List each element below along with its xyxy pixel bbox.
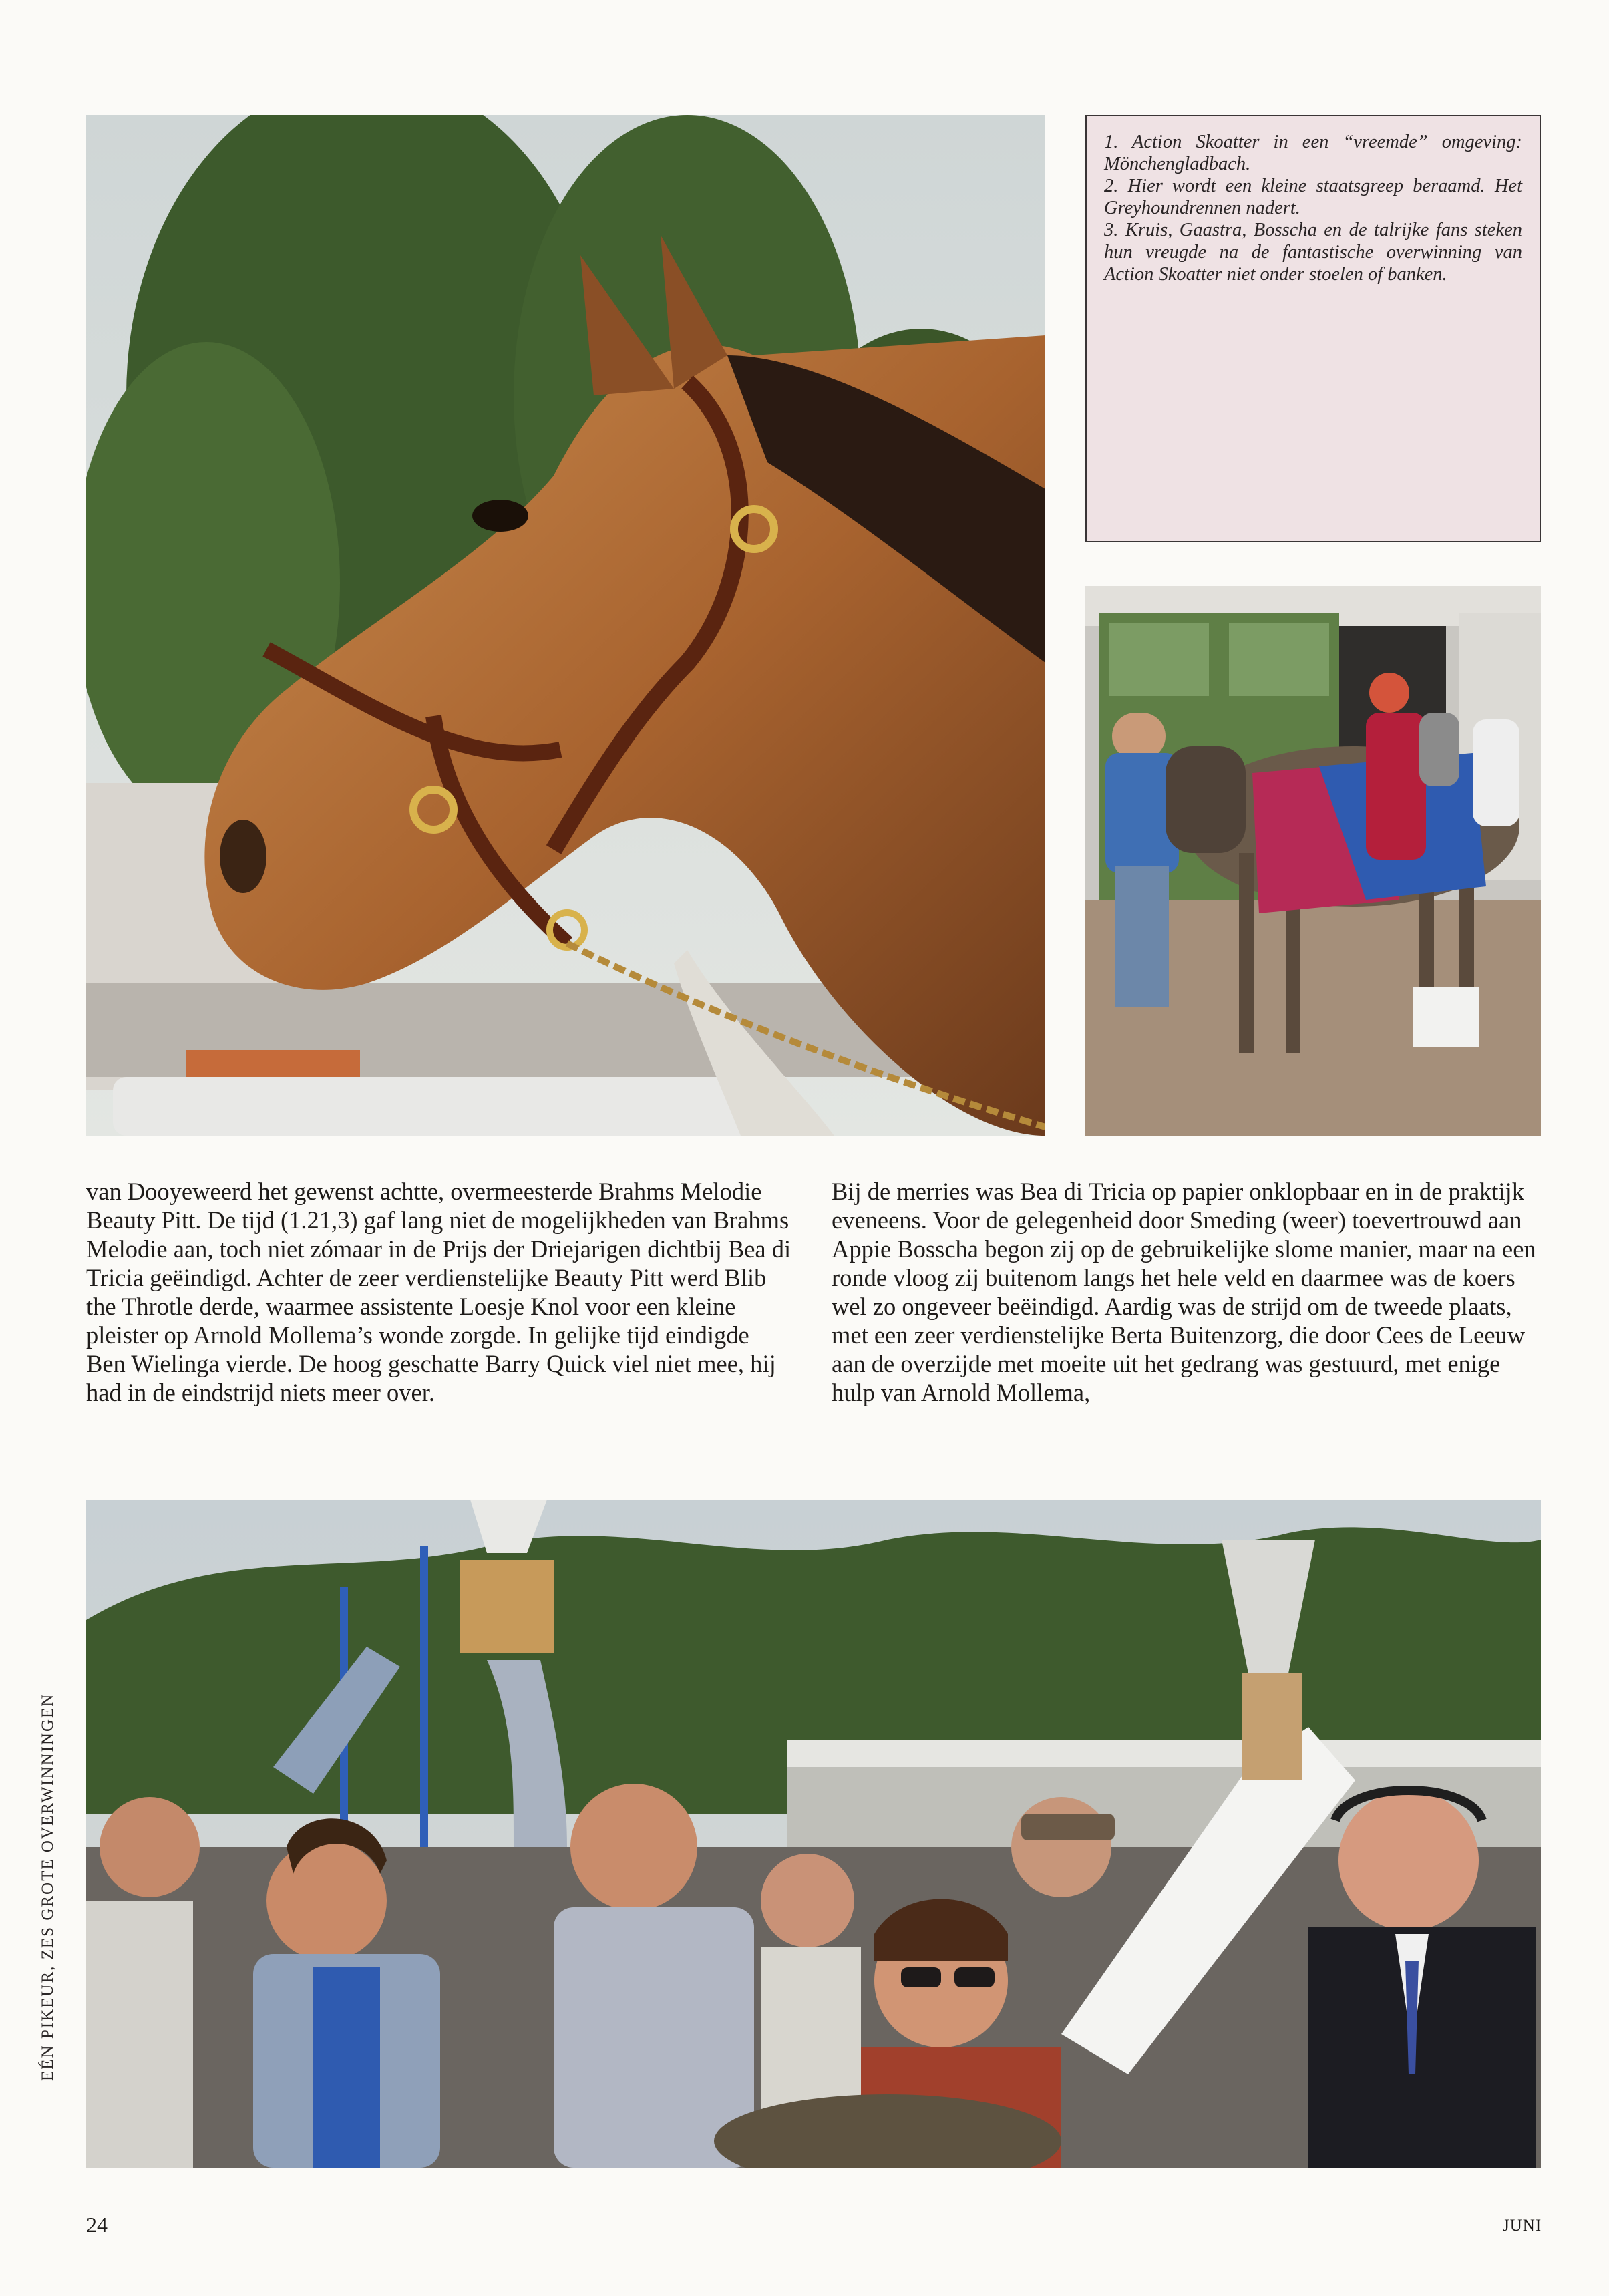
issue-month: JUNI: [1503, 2217, 1542, 2235]
article-paragraph: Bij de merries was Bea di Tricia op papier onklopbaar en in de praktijk eveneens. Voor de gelegenheid door Smeding (weer) toevertrouwd aan Appie Bosscha begon zij op de gebruikelijke slome manier, maar na een ronde vloog zij buitenom langs het hele veld en daarmee was de koers wel zo ongeveer beëindigd. Aardig was de strijd om de tweede plaats, met een zeer verdienstelijke Berta Buitenzorg, die door Cees de Leeuw aan de overzijde met moeite uit het gedrang was gestuurd, met enige hulp van Arnold Mollema,: [832, 1178, 1536, 1406]
horse-head-photo: [86, 115, 1045, 1136]
caption-1: 1. Action Skoatter in een “vreemde” omgeving: Mönchengladbach.: [1104, 132, 1522, 174]
page-number: 24: [86, 2212, 108, 2237]
stable-photo: [1085, 586, 1541, 1136]
section-title-vertical: EÉN PIKEUR, ZES GROTE OVERWINNINGEN: [39, 1693, 57, 2081]
article-column-left: [86, 1177, 794, 1407]
caption-3: 3. Kruis, Gaastra, Bosscha en de talrijke fans steken hun vreugde na de fantastische overwinning van Action Skoatter niet onder stoelen of banken.: [1104, 220, 1522, 285]
caption-2: 2. Hier wordt een kleine staatsgreep beraamd. Het Greyhoundrennen nadert.: [1104, 176, 1522, 218]
article-paragraph: van Dooyeweerd het gewenst achtte, overmeesterde Brahms Melodie Beauty Pitt. De tijd (1.21,3) gaf lang niet de mogelijkheden van Brahms Melodie aan, toch niet zómaar in de Prijs der Driejarigen dichtbij Bea di Tricia geëindigd. Achter de zeer verdienstelijke Beauty Pitt werd Blib the Throtle derde, waarmee assistente Loesje Knol voor een kleine pleister op Arnold Mollema’s wonde zorgde. In gelijke tijd eindigde Ben Wielinga vierde. De hoog geschatte Barry Quick viel niet mee, hij had in de eindstrijd niets meer over.: [86, 1178, 791, 1406]
article-column-right: [832, 1177, 1540, 1407]
caption-box: [1085, 115, 1541, 542]
celebration-photo: [86, 1500, 1541, 2168]
